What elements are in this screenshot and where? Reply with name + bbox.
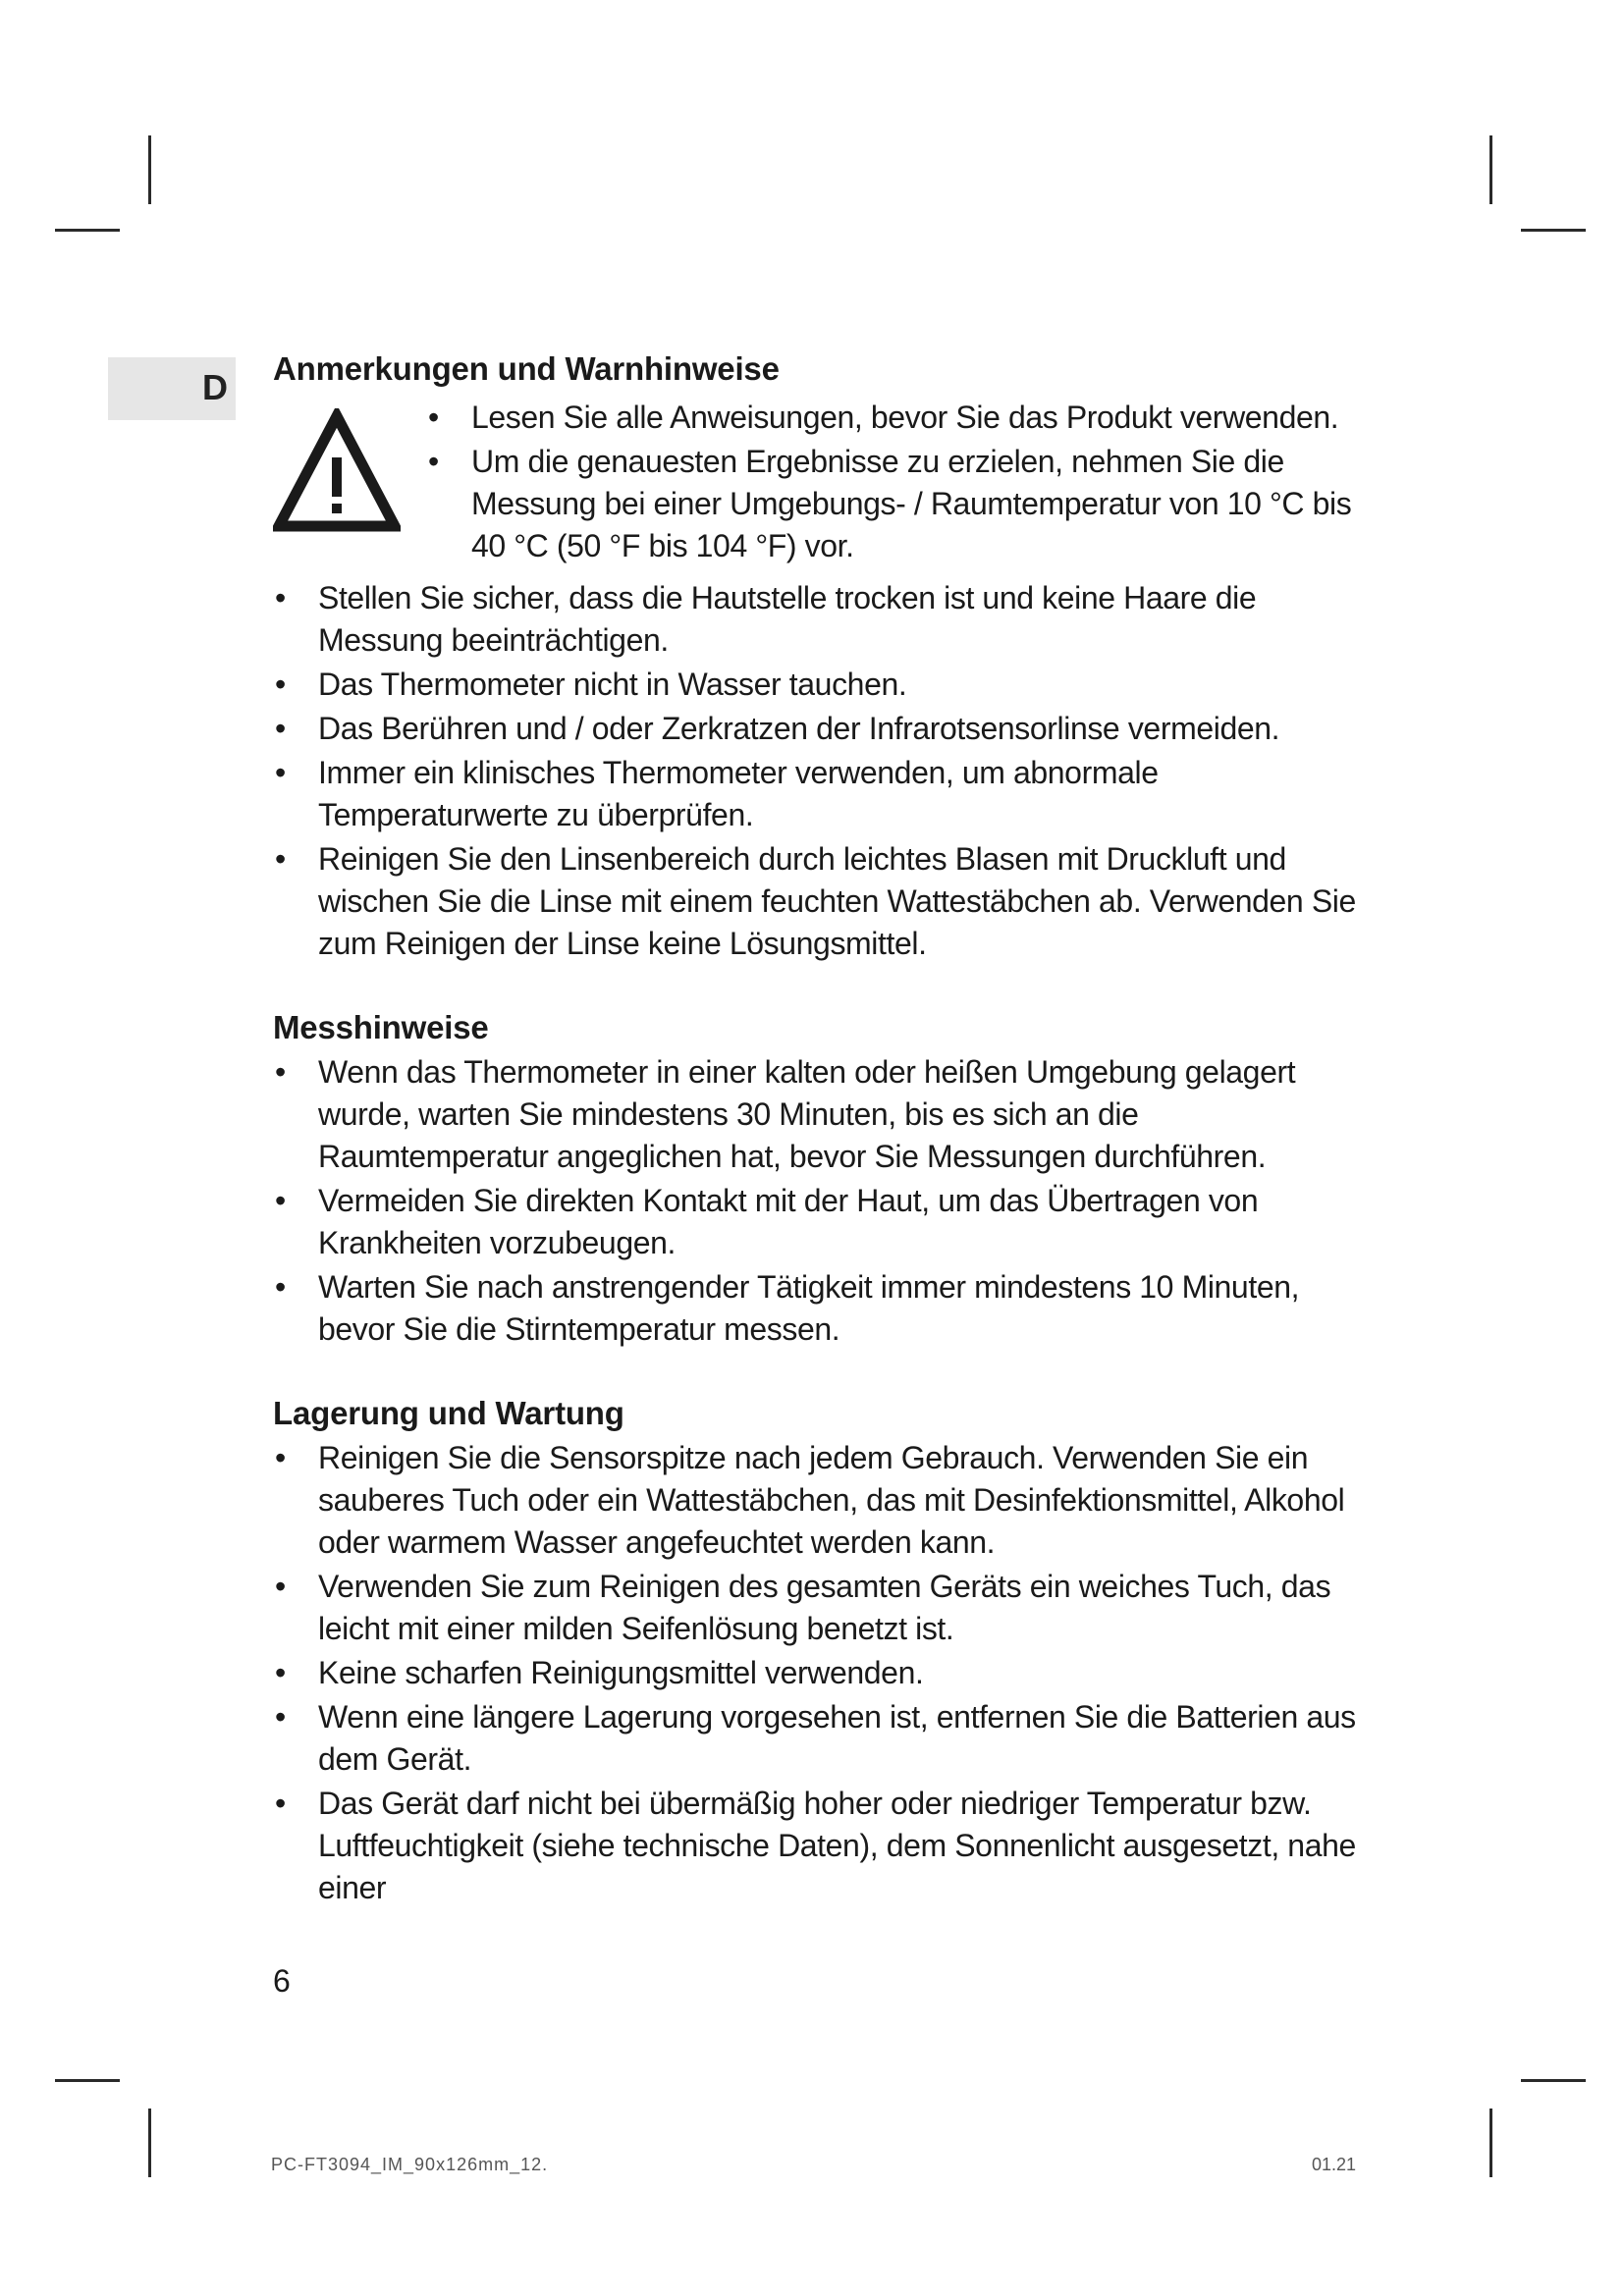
crop-mark-bottom-left-horizontal [55,2079,120,2082]
crop-mark-bottom-left-vertical [148,2109,151,2177]
section-measurement [273,1004,1363,1351]
list-item: • Vermeiden Sie direkten Kontakt mit der Haut, um das Übertragen von Krankheiten vorzubeugen. [273,1180,1363,1264]
crop-mark-bottom-right-vertical [1489,2109,1492,2177]
footer-file-name: PC-FT3094_IM_90x126mm_12. [271,2155,549,2174]
list-item: • Reinigen Sie die Sensorspitze nach jedem Gebrauch. Verwenden Sie ein sauberes Tuch oder ein Wattestäbchen, das mit Desinfektionsmittel, Alkohol oder warmem Wasser angefeuchtet werden kann. [273,1437,1363,1564]
crop-mark-top-right-horizontal [1521,229,1586,232]
crop-mark-bottom-right-horizontal [1521,2079,1586,2082]
measurement-list [273,1051,1363,1351]
list-item: • Keine scharfen Reinigungsmittel verwenden. [273,1652,1363,1694]
warning-list [426,397,1363,567]
section-warnings [273,346,1363,965]
storage-list [273,1437,1363,1909]
list-item: • Wenn das Thermometer in einer kalten oder heißen Umgebung gelagert wurde, warten Sie mindestens 30 Minuten, bis es sich an die Raumtemperatur angeglichen hat, bevor Sie Messungen durchführen. [273,1051,1363,1178]
section-title-storage: Lagerung und Wartung [273,1395,624,1431]
section-title-warnings: Anmerkungen und Warnhinweise [273,350,780,387]
list-item: • Um die genauesten Ergebnisse zu erzielen, nehmen Sie die Messung bei einer Umgebungs- / Raumtemperatur von 10 °C bis 40 °C (50 °F bis 104 °F) vor. [426,441,1363,567]
language-tab [108,357,236,420]
crop-mark-top-left-vertical [148,135,151,204]
list-item: • Das Berühren und / oder Zerkratzen der Infrarotsensorlinse vermeiden. [273,708,1363,750]
footer-date: 01.21 [1312,2155,1357,2174]
list-item: • Lesen Sie alle Anweisungen, bevor Sie das Produkt verwenden. [426,397,1363,439]
notes-list [273,577,1363,965]
warning-triangle-icon [273,408,401,536]
crop-mark-top-left-horizontal [55,229,120,232]
page-content [273,346,1363,1949]
section-storage [273,1390,1363,1909]
list-item: • Reinigen Sie den Linsenbereich durch leichtes Blasen mit Druckluft und wischen Sie die Linse mit einem feuchten Wattestäbchen ab. Verwenden Sie zum Reinigen der Linse keine Lösungsmittel. [273,838,1363,965]
list-item: • Das Gerät darf nicht bei übermäßig hoher oder niedriger Temperatur bzw. Luftfeuchtigkeit (siehe technische Daten), dem Sonnenlicht ausgesetzt, nahe einer [273,1783,1363,1909]
list-item: • Immer ein klinisches Thermometer verwenden, um abnormale Temperaturwerte zu überprüfen. [273,752,1363,836]
section-title-measurement: Messhinweise [273,1009,489,1045]
list-item: • Verwenden Sie zum Reinigen des gesamten Geräts ein weiches Tuch, das leicht mit einer milden Seifenlösung benetzt ist. [273,1566,1363,1650]
warning-block [273,397,1363,567]
list-item: • Stellen Sie sicher, dass die Hautstelle trocken ist und keine Haare die Messung beeinträchtigen. [273,577,1363,662]
page-number: 6 [273,1963,291,1999]
crop-mark-top-right-vertical [1489,135,1492,204]
list-item: • Warten Sie nach anstrengender Tätigkeit immer mindestens 10 Minuten, bevor Sie die Stirntemperatur messen. [273,1266,1363,1351]
list-item: • Das Thermometer nicht in Wasser tauchen. [273,664,1363,706]
list-item: • Wenn eine längere Lagerung vorgesehen ist, entfernen Sie die Batterien aus dem Gerät. [273,1696,1363,1781]
language-tab-label: D [202,367,228,407]
